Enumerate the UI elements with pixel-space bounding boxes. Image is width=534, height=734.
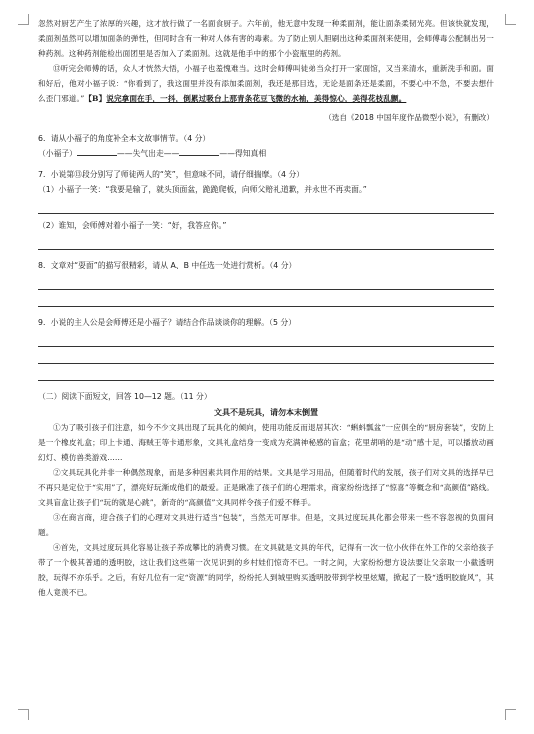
crop-mark-top-right bbox=[505, 14, 516, 25]
article-paragraph-3: ③在商言商，迎合孩子们的心理对文具进行适当“包装”，当然无可厚非。但是，文具过度玩具化都会带来一些不容忽视的负面问题。 bbox=[38, 513, 494, 537]
fill-start: （小福子） bbox=[38, 149, 77, 158]
fill-middle: ——失气出走—— bbox=[116, 149, 180, 158]
paragraph-marker: ⑬ bbox=[53, 64, 61, 73]
question-6-fill bbox=[38, 146, 494, 161]
article-paragraph-2: ②文具玩具化并非一种偶然现象，而是多种因素共同作用的结果。文具是学习用品，但随着时代的发展，孩子们对文具的选择早已不再只是定位于“实用”了，漂亮好玩渐成他们的最爱。正是瞅准了孩子们的心理需求，商家纷纷选择了“惊喜”等概念和“高颜值”路线。文具盲盒让孩子们“玩的就是心跳”，新奇的“高颜值”文具同样令孩子们爱不释手。 bbox=[38, 468, 494, 507]
page-content bbox=[38, 16, 494, 600]
answer-line[interactable] bbox=[38, 330, 494, 347]
story-source: （选自《2018 中国年度作品微型小说》，有删改） bbox=[324, 113, 494, 122]
crop-mark-bottom-right bbox=[505, 709, 516, 720]
question-6: 6．请从小福子的角度补全本文故事情节。（4 分） bbox=[38, 134, 211, 143]
blank-1[interactable] bbox=[77, 147, 117, 156]
marker-b: 【B】 bbox=[84, 94, 107, 103]
answer-line[interactable] bbox=[38, 273, 494, 290]
question-7-part-1: （1）小福子一笑：“我要是输了，就头顶面盆，跪跪爬板，向师父赔礼道歉，并永世不再卖面。” bbox=[38, 185, 367, 194]
section-2-heading: （二）阅读下面短文，回答 10—12 题。（11 分） bbox=[38, 392, 212, 401]
article-title: 文具不是玩具，请勿本末倒置 bbox=[214, 407, 318, 417]
question-8: 8．文章对“耍面”的描写很精彩，请从 A、B 中任选一处进行赏析。（4 分） bbox=[38, 261, 297, 270]
story-paragraph-1: 忽然对厨艺产生了浓厚的兴趣，这才放行做了一名面食厨子。六年前，他无意中发现一种柔面剂，能让面条柔韧光亮。但该快就发现，柔面剂虽然可以增加面条的弹性，但同时含有一种对人体有害的毒素。为了防止别人胆刷出这种柔面剂来使用，会师傅毒公配制出另一种药剂。这种药剂能检出面团里是否加入了柔面剂。这就是他手中的那个小瓷瓶里的药剂。 bbox=[38, 19, 494, 58]
answer-line[interactable] bbox=[38, 233, 494, 250]
story-paragraph-13 bbox=[38, 61, 494, 106]
fill-end: ——得知真相 bbox=[219, 149, 267, 158]
question-7: 7．小说第⑬段分别写了师徒两人的“笑”，但意味不同，请仔细揣摩。（4 分） bbox=[38, 170, 305, 179]
crop-mark-top-left bbox=[18, 14, 29, 25]
article-paragraph-4: ④首先，文具过度玩具化容易让孩子养成攀比的消费习惯。在文具就是文具的年代，记得有一次一位小伙伴在外工作的父亲给孩子带了一个极其普通的透明胶，这让我们这些第一次见识到的乡村娃们惊奇不已。一时之间，大家纷纷想方设法要让父亲取一小截透明胶，玩得不亦乐乎。之后，有好几位有一定“资源”的同学，纷纷托人到城里购买透明胶带到学校里炫耀，掀起了一股“透明胶旋风”，其他人竟羡不已。 bbox=[38, 543, 494, 597]
question-9: 9．小说的主人公是会师傅还是小福子？请结合作品谈谈你的理解。（5 分） bbox=[38, 318, 296, 327]
answer-line[interactable] bbox=[38, 290, 494, 307]
answer-line[interactable] bbox=[38, 197, 494, 214]
underlined-passage-b: 说完拿面在手，一抖，倒累过吸台上那青条花豆飞微的水袖，美得惊心，美得花枝乱颤。 bbox=[106, 94, 407, 103]
answer-line[interactable] bbox=[38, 347, 494, 364]
crop-mark-bottom-left bbox=[18, 709, 29, 720]
answer-line[interactable] bbox=[38, 364, 494, 381]
question-7-part-2: （2）谁知，会师傅对着小福子一笑：“好，我答应你。” bbox=[38, 221, 227, 230]
blank-2[interactable] bbox=[179, 147, 219, 156]
article-paragraph-1: ①为了吸引孩子们注意，如今不少文具出现了玩具化的倾向，使用功能反而退居其次：“蝌蚪瓢盆”一应俱全的“厨房套装”，安防上是一个橡皮礼盒；印上卡通、海贼王等卡通形象，文具礼盒结身一变成为充满神秘感的盲盒；花里胡哨的是“动”感十足，可以播放动画幻灯、模仿兽类游戏…… bbox=[38, 423, 494, 462]
paragraph-text: 听完会师傅的话，众人才恍然大悟，小福子也羞愧难当。这时会师傅叫徒弟当众打开一家面馆，又当来清水，重新洗手和面。面和好后，他对小福子说：“你看到了，我这面里并没有添加柔面剂，我还是那目选，无论是面条还是柔面，不要心中不急，不要去想什么歪门邪道。” bbox=[38, 64, 495, 103]
